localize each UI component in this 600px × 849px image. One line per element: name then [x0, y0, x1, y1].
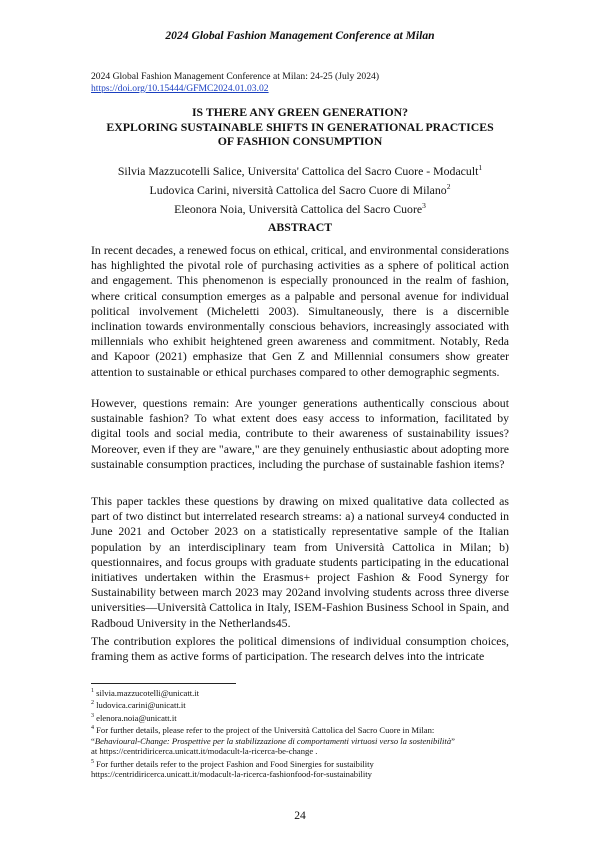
author-3-affiliation: Eleonora Noia, Università Cattolica del Sacro Cuore: [174, 201, 423, 216]
footnote-3: $^3$ elenora.noia@unicatt.it: [91, 712, 177, 723]
conference-line: 2024 Global Fashion Management Conference at Milan: 24-25 (July 2024): [91, 71, 380, 82]
doi-link[interactable]: https://doi.org/10.15444/GFMC2024.01.03.02: [91, 83, 269, 94]
footnote-1: $^1$ silvia.mazzucotelli@unicatt.it: [91, 687, 200, 698]
author-2-footnote-mark: 2: [446, 181, 451, 191]
author-list: [70, 160, 530, 217]
author-3-footnote-mark: 3: [422, 200, 426, 210]
footnote-4-url: at https://centridiricerca.unicatt.it/modacult-la-ricerca-be-change .: [91, 746, 318, 757]
title-line-3: OF FASHION CONSUMPTION: [217, 134, 383, 148]
title-line-1: IS THERE ANY GREEN GENERATION?: [191, 105, 409, 119]
publication-info: [91, 71, 379, 95]
page-number: 24: [294, 809, 306, 822]
footnote-4: $^4$ For further details, please refer to the project of the Università Cattolica del Sacro Cuore in Milan:: [91, 725, 435, 736]
author-1-footnote-mark: 1: [478, 163, 483, 172]
footnote-4-project-title: “Behavioural-Change: Prospettive per la stabilizzazione di comportamenti virtuosi verso la sostenibilità”: [91, 735, 455, 746]
abstract-paragraph-3: This paper tackles these questions by drawing on mixed qualitative data collected as part of two distinct but interrelated research streams: a) a national survey4 conducted in June 2021 and October 2023 on a statistically representative sample of the Italian population by an interdisciplinary team from Università Cattolica in Milan; b) questionnaires, and focus groups with graduate students participating in the educational initiatives undertaken within the Erasmus+ project Fashion & Food Synergy for Sustainability between march 2023 may 202and involving students across three diverse universities—Università Cattolica in Italy, ISEM-Fashion Business School in Spain, and Radboud University in the Netherlands45.: [91, 494, 509, 630]
abstract-paragraph-2: However, questions remain: Are younger generations authentically conscious about sustainable fashion? To what extent does easy access to information, facilitated by digital tools and social media, contribute to their awareness of sustainability issues? Moreover, even if they are "aware," are they genuinely enthusiastic about adopting more sustainable consumption practices, including the purchase of sustainable fashion items?: [91, 396, 509, 471]
title-line-2: EXPLORING SUSTAINABLE SHIFTS IN GENERATIONAL PRACTICES: [106, 119, 494, 134]
footnote-separator: [91, 683, 236, 684]
paper-title: [80, 105, 520, 149]
running-head: 2024 Global Fashion Management Conference at Milan: [165, 29, 435, 42]
author-1-affiliation: Silvia Mazzucotelli Salice, Universita' Cattolica del Sacro Cuore - Modacult: [117, 163, 479, 178]
footnote-5: $^5$ For further details refer to the project Fashion and Food Sinergies for sustaibility: [91, 758, 374, 769]
author-2: [70, 179, 530, 198]
abstract-paragraph-1: In recent decades, a renewed focus on ethical, critical, and environmental considerations has highlighted the pivotal role of purchasing activities as a sphere of political action and engagement. This phenomenon is especially pronounced in the realm of fashion, where critical consumption emerges as a palpable and personal avenue for individual political involvement (Micheletti 2003). Simultaneously, there is a discernible inclination towards environmentally conscious behaviors, increasingly associated with millennials who exhibit heightened green awareness and commitment. Notably, Reda and Kapoor (2021) emphasize that Gen Z and Millennial consumers show greater attention to sustainable or ethical purchases compared to other demographic segments.: [91, 243, 509, 379]
footnotes: [91, 686, 511, 780]
abstract-paragraph-4: The contribution explores the political dimensions of individual consumption choices, framing them as active forms of participation. The research delves into the intricate: [91, 634, 509, 664]
footnote-2: $^2$ ludovica.carini@unicatt.it: [91, 700, 186, 711]
author-1: [70, 160, 530, 179]
abstract-heading: ABSTRACT: [267, 220, 333, 234]
author-3: [70, 198, 530, 217]
footnote-5-url: https://centridiricerca.unicatt.it/modacult-la-ricerca-fashionfood-for-sustainability: [91, 769, 372, 780]
author-2-affiliation: Ludovica Carini, niversità Cattolica del Sacro Cuore di Milano: [149, 182, 447, 197]
